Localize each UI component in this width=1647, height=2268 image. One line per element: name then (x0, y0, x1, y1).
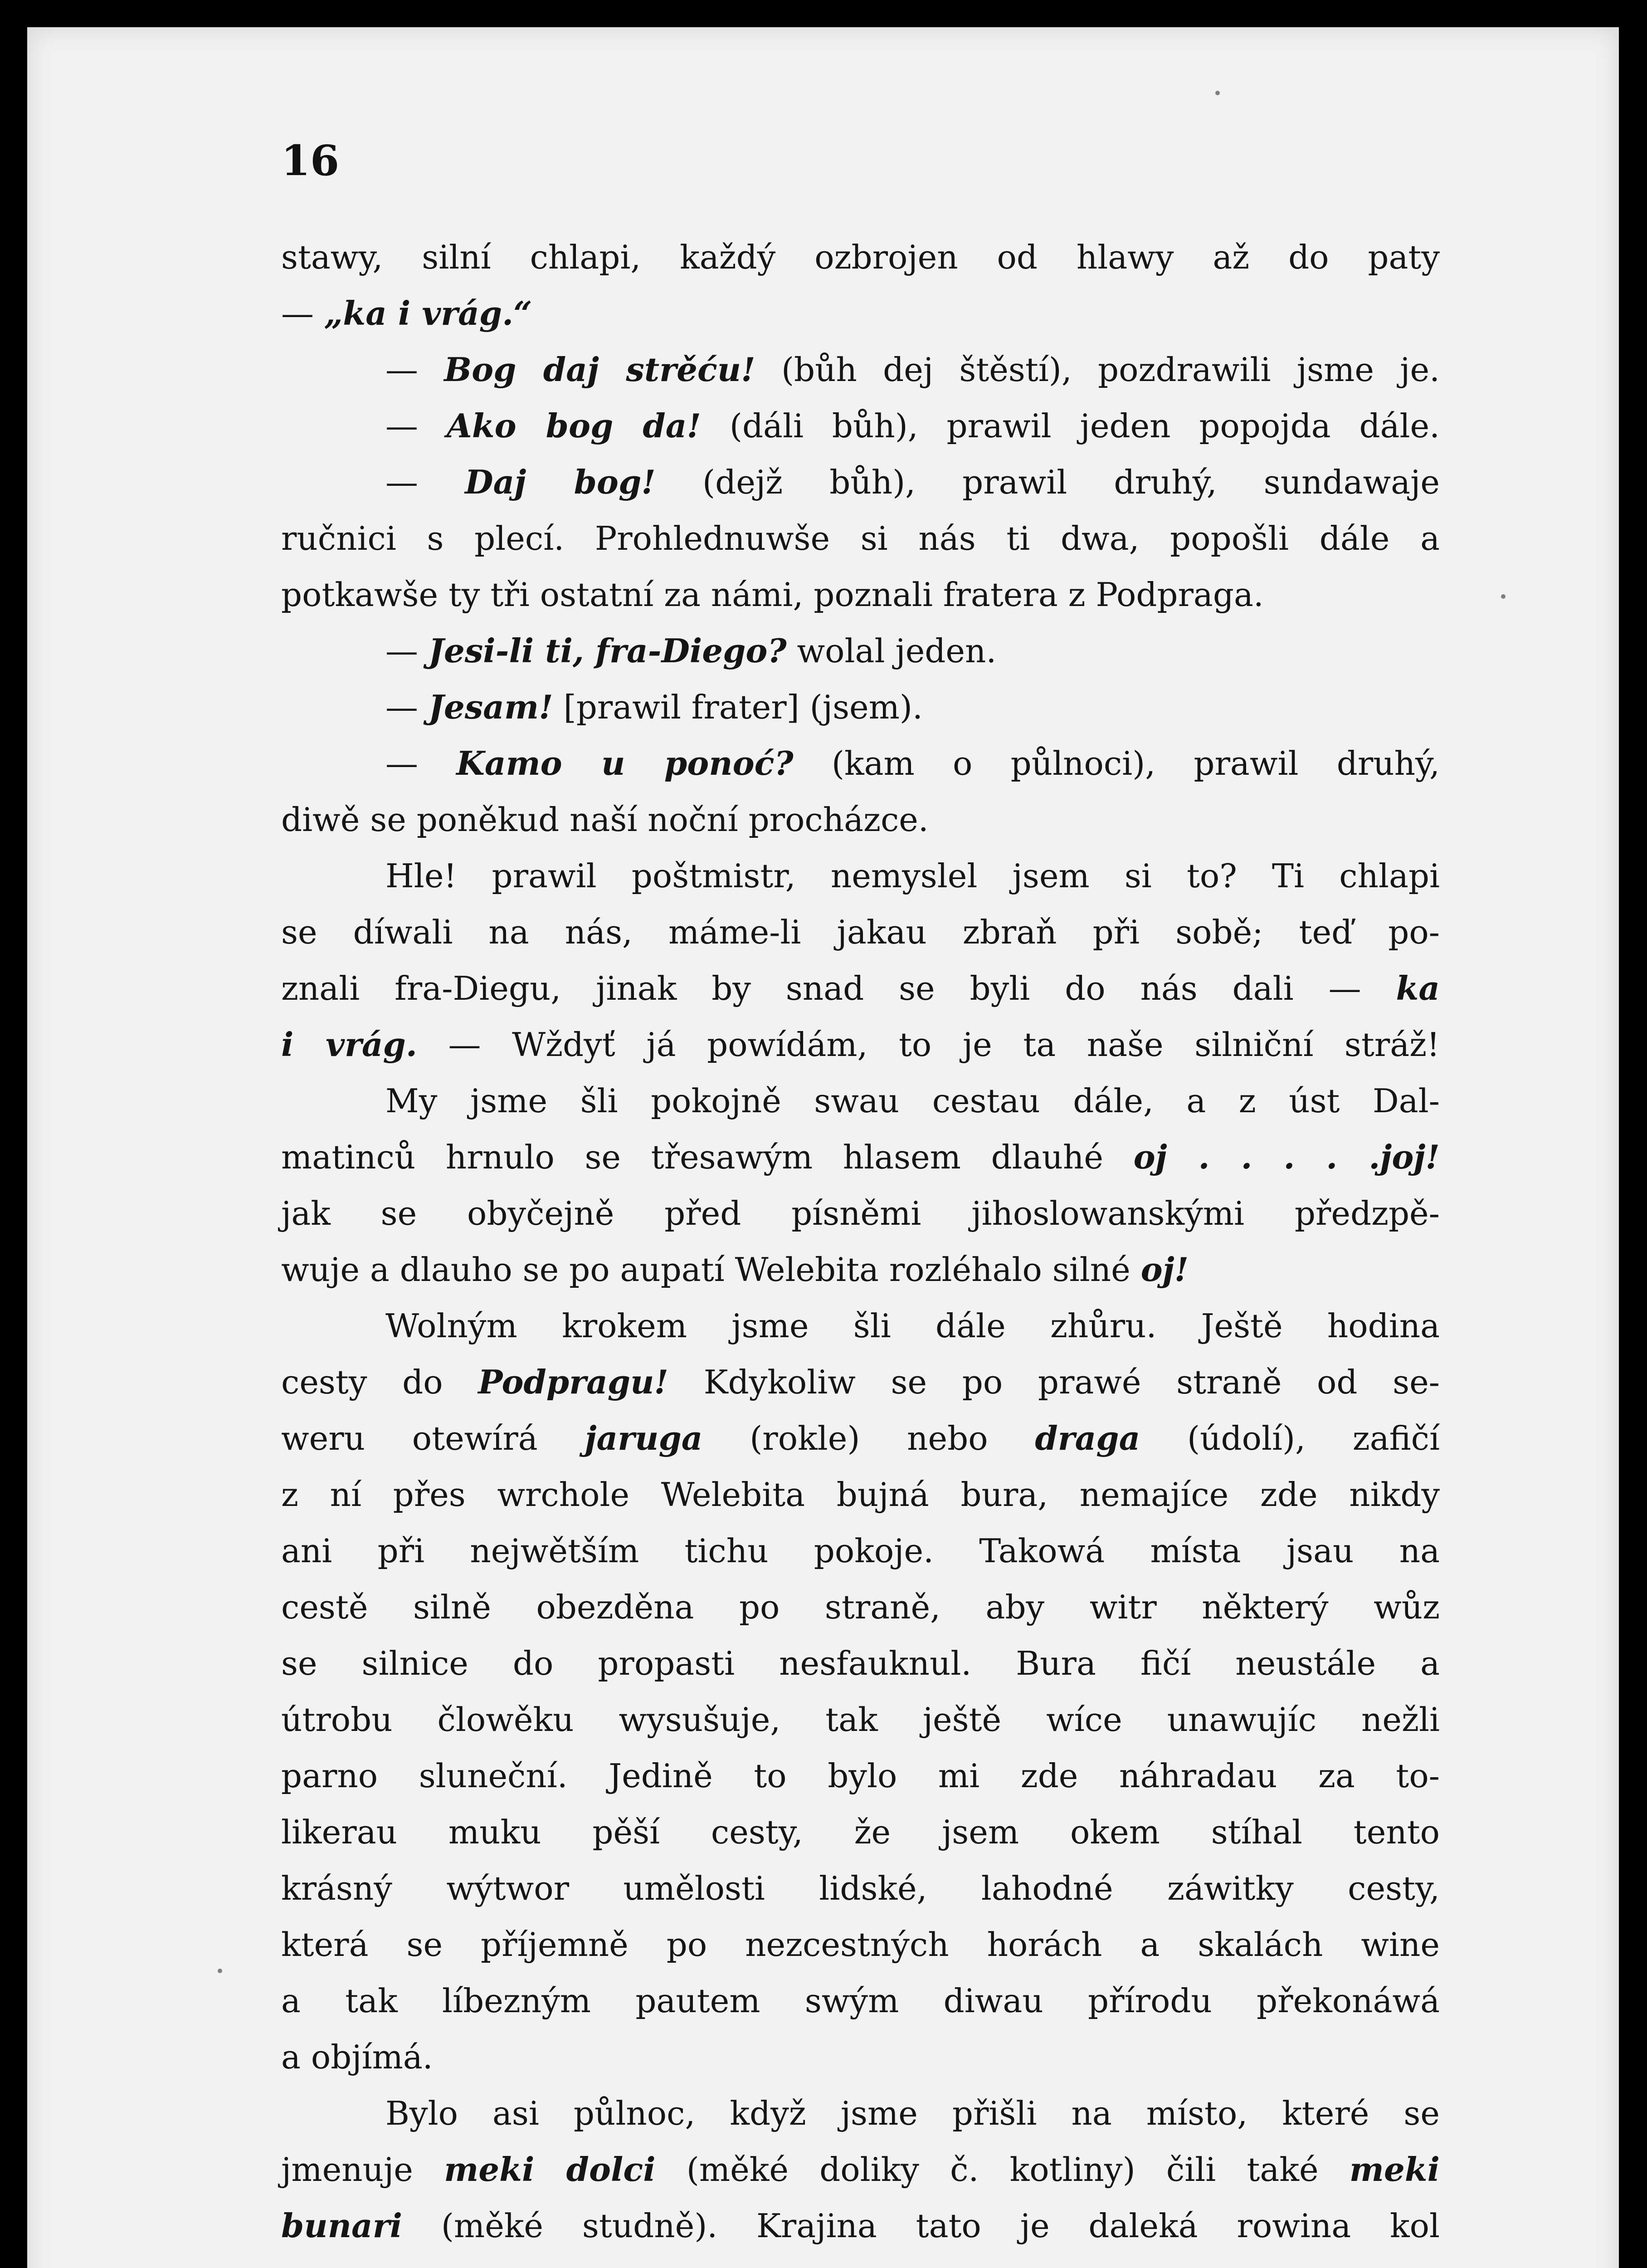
italic-phrase: Bog daj strěću! (444, 350, 755, 389)
italic-phrase: meki dolci (444, 2150, 656, 2189)
text-line (281, 2141, 1440, 2198)
italic-phrase: oj . . . . .joj! (1133, 1138, 1440, 1176)
text-run: Hle! prawil poštmistr, nemyslel jsem si to? Ti chlapi (385, 857, 1440, 895)
text-run: likerau muku pěší cesty, že jsem okem stíhal tento (281, 1813, 1440, 1851)
text-line (281, 2085, 1440, 2141)
italic-phrase: Ako bog da! (446, 406, 702, 445)
text-line (281, 2029, 1440, 2085)
text-line (281, 1860, 1440, 1916)
italic-phrase: oj! (1140, 1250, 1189, 1289)
text-run: diwě se poněkud naší noční procházce. (281, 801, 929, 839)
text-run: která se příjemně po nezcestných horách a skalách wine (281, 1926, 1440, 1964)
text-run: jak se obyčejně před písněmi jihoslowanskými předzpě- (281, 1194, 1440, 1232)
text-line (281, 1916, 1440, 1973)
text-run: (kam o půlnoci), prawil druhý, (793, 744, 1440, 782)
text-line (281, 510, 1440, 567)
italic-phrase: bunari (281, 2206, 402, 2245)
text-line (281, 1410, 1440, 1466)
italic-phrase: draga (1035, 1419, 1140, 1457)
text-run: (dejž bůh), prawil druhý, sundawaje (655, 463, 1440, 501)
text-run: (dáli bůh), prawil jeden popojda dále. (701, 407, 1440, 445)
paper-speck (1215, 91, 1220, 95)
text-run: a tak líbezným pautem swým diwau přírodu překonáwá (281, 1982, 1440, 2020)
text-run: ani při nejwětším tichu pokoje. Takowá místa jsau na (281, 1532, 1440, 1570)
italic-phrase: Kamo u ponoć? (456, 744, 794, 782)
italic-phrase: ka (1396, 969, 1440, 1007)
text-run: — (385, 632, 429, 670)
text-run: (měké doliky č. kotliny) čili také (655, 2151, 1350, 2189)
text-line (281, 454, 1440, 510)
text-run: — Wždyť já powídám, to je ta naše silniční stráž! (417, 1026, 1440, 1064)
text-run: Kdykoliw se po prawé straně od se- (668, 1363, 1440, 1401)
text-run: cestě silně obezděna po straně, aby witr některý wůz (281, 1588, 1440, 1626)
text-run: parno sluneční. Jedině to bylo mi zde náhradau za to- (281, 1757, 1440, 1795)
text-run: útrobu člowěku wysušuje, tak ještě wíce unawujíc nežli (281, 1701, 1440, 1739)
text-line (281, 1017, 1440, 1073)
text-run: wuje a dlauho se po aupatí Welebita rozléhalo silné (281, 1251, 1141, 1289)
italic-phrase: „ka i vrág.“ (324, 294, 532, 332)
text-run: stawy, silní chlapi, každý ozbrojen od hlawy až do paty (281, 238, 1440, 276)
text-line (281, 1129, 1440, 1185)
text-line (281, 1748, 1440, 1804)
text-run: wolal jeden. (786, 632, 997, 670)
text-line (281, 1242, 1440, 1298)
text-run: (rokle) nebo (702, 1419, 1035, 1457)
text-run: z ní přes wrchole Welebita bujná bura, nemajíce zde nikdy (281, 1476, 1440, 1514)
text-line (281, 2198, 1440, 2254)
text-line (281, 1354, 1440, 1410)
text-line (281, 285, 1440, 342)
text-run: a objímá. (281, 2038, 433, 2076)
text-run: potkawše ty tři ostatní za námi, poznali fratera z Podpraga. (281, 576, 1264, 614)
text-line (281, 1523, 1440, 1579)
text-line (281, 1073, 1440, 1129)
text-line (281, 342, 1440, 398)
text-line (281, 1579, 1440, 1635)
body-text (281, 229, 1440, 2254)
text-line (281, 567, 1440, 623)
text-run: se díwali na nás, máme-li jakau zbraň při sobě; teď po- (281, 913, 1440, 951)
text-line (281, 904, 1440, 960)
text-run: (údolí), zafičí (1140, 1419, 1440, 1457)
text-run: — (385, 744, 457, 782)
text-line (281, 1466, 1440, 1523)
italic-phrase: Jesi-li ti, fra-Diego? (428, 631, 787, 670)
italic-phrase: Jesam! (428, 688, 553, 726)
text-run: — (385, 463, 465, 501)
text-line (281, 1298, 1440, 1354)
text-line (281, 229, 1440, 285)
text-line (281, 1691, 1440, 1748)
italic-phrase: Daj bog! (465, 463, 656, 501)
text-run: krásný wýtwor umělosti lidské, lahodné záwitky cesty, (281, 1869, 1440, 1907)
text-run: ručnici s plecí. Prohlednuwše si nás ti dwa, popošli dále a (281, 519, 1440, 557)
text-line (281, 679, 1440, 735)
text-run: (měké studně). Krajina tato je daleká rowina kol (402, 2207, 1440, 2245)
text-line (281, 735, 1440, 792)
text-run: — (385, 351, 444, 389)
text-line (281, 792, 1440, 848)
text-run: cesty do (281, 1363, 478, 1401)
text-line (281, 1973, 1440, 2029)
text-line (281, 1804, 1440, 1860)
text-run: (bůh dej štěstí), pozdrawili jsme je. (755, 351, 1440, 389)
text-run: matinců hrnulo se třesawým hlasem dlauhé (281, 1138, 1134, 1176)
text-run: weru otewírá (281, 1419, 585, 1457)
text-line (281, 1635, 1440, 1691)
text-run: My jsme šli pokojně swau cestau dále, a z úst Dal- (385, 1082, 1440, 1120)
text-run: [prawil frater] (jsem). (553, 688, 923, 726)
paper-speck (1501, 594, 1506, 599)
text-run: Wolným krokem jsme šli dále zhůru. Ještě hodina (385, 1307, 1440, 1345)
text-line (281, 398, 1440, 454)
text-line (281, 960, 1440, 1017)
page-number: 16 (281, 136, 340, 185)
italic-phrase: jaruga (585, 1419, 703, 1457)
text-run: — (385, 688, 429, 726)
text-line (281, 1185, 1440, 1242)
text-run: Bylo asi půlnoc, když jsme přišli na místo, které se (385, 2094, 1440, 2132)
text-run: jmenuje (281, 2151, 444, 2189)
italic-phrase: meki (1349, 2150, 1440, 2189)
paper-speck (218, 1969, 222, 1973)
italic-phrase: Podpragu! (478, 1363, 669, 1401)
text-run: znali fra-Diegu, jinak by snad se byli do nás dali — (281, 969, 1396, 1007)
text-line (281, 623, 1440, 679)
text-run: — (385, 407, 447, 445)
italic-phrase: i vrág. (281, 1025, 417, 1064)
text-line (281, 848, 1440, 904)
text-run: — (281, 294, 324, 332)
text-run: se silnice do propasti nesfauknul. Bura fičí neustále a (281, 1644, 1440, 1682)
